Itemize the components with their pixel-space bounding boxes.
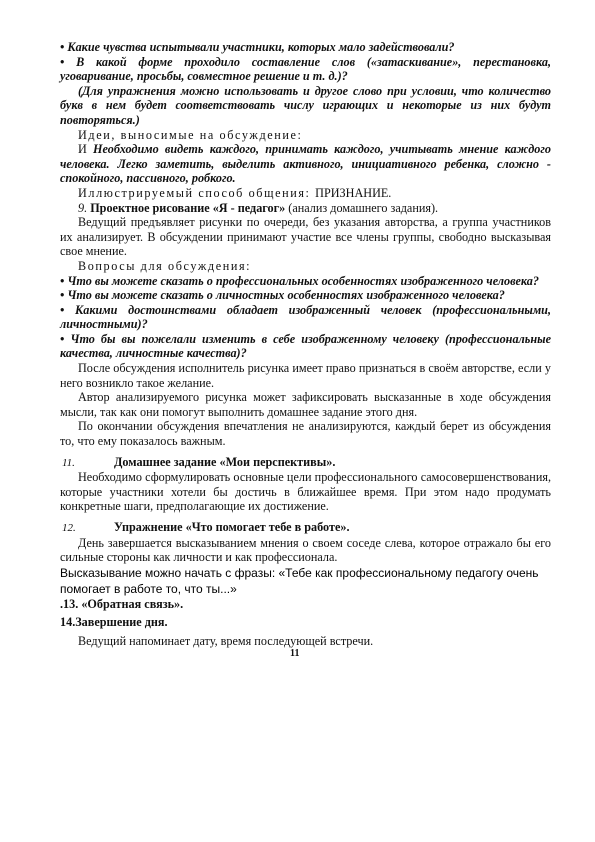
section-9-paragraph-1: Ведущий предъявляет рисунки по очереди, без указания авторства, а группа участников их анализирует. В обсуждении принимают участие все члены группы, свободно высказывая свое мнение. [60,215,551,259]
document-page [60,40,551,649]
method-label: Иллюстрируемый способ общения: [78,185,316,200]
ideas-text: Необходимо видеть каждого, принимать каждого, учитывать мнение каждого человека. Легко заметить, выделить активного, инициативного ребенка, сложно - спокойного, пассивного, робкого. [60,142,551,186]
section-13-title: .13. «Обратная связь». [60,596,184,611]
ideas-paragraph [60,142,551,186]
discussion-question-1: • Что вы можете сказать о профессиональных особенностях изображенного человека? [60,273,539,288]
section-14-paragraph: Ведущий напоминает дату, время последующей встречи. [78,633,374,648]
method-value: ПРИЗНАНИЕ. [315,185,392,200]
section-9-subtitle: (анализ домашнего задания). [285,200,439,215]
section-11-heading [60,455,551,471]
section-11-title: Домашнее задание «Мои перспективы». [114,454,336,469]
section-12-paragraph-2: Высказывание можно начать с фразы: «Тебе как профессиональному педагогу очень помогает в работе то, что ты...» [60,565,539,596]
section-9-title: Проектное рисование «Я - педагог» [87,200,286,215]
section-9-heading [60,201,551,216]
section-9-paragraph-2: После обсуждения исполнитель рисунка имеет право признаться в своём авторстве, если у него возникло такое желание. [60,361,551,390]
discussion-question-2: • Что вы можете сказать о личностных особенностях изображенного человека? [60,288,505,303]
section-9-paragraph-3: Автор анализируемого рисунка может зафиксировать высказанные в ходе обсуждения мысли, так как они помогут выполнить домашнее задание этого дня. [60,390,551,419]
section-12-title: Упражнение «Что помогает тебе в работе». [114,520,350,534]
discussion-question-4: • Что бы вы пожелали изменить в себе изображенному человеку (профессиональные качества, личностные качества)? [60,331,551,361]
section-11-paragraph: Необходимо сформулировать основные цели профессионального самосовершенствования, которые участники хотели бы достичь в ближайшее время. При этом надо продумать конкретные шаги, предполагающие их достижение. [60,470,551,514]
question-unused-participants: • Какие чувства испытывали участники, которых мало задействовали? [60,40,455,54]
section-11-number: 11. [62,456,75,469]
page-number: 11 [290,648,300,659]
exercise-note: (Для упражнения можно использовать и другое слово при условии, что количество букв в нем будет соответствовать числу играющих и некоторые из них будут повторяться.) [60,83,551,127]
section-12-number: 12. [62,522,76,534]
section-9-paragraph-4: По окончании обсуждения впечатления не анализируются, каждый берет из обсуждения то, что ему показалось важным. [60,419,551,449]
section-9-number: 9. [78,200,88,215]
discussion-questions-label: Вопросы для обсуждения: [78,258,252,273]
section-14-title: 14.Завершение дня. [60,615,168,630]
ideas-label: Идеи, выносимые на обсуждение: [78,127,303,142]
ideas-prefix: И [78,142,94,157]
discussion-question-3: • Какими достоинствами обладает изображенный человек (профессиональными, личностными)? [60,302,551,332]
question-word-form: • В какой форме проходило составление слов («затаскивание», перестановка, уговаривание, просьбы, совместное решение и т. д.)? [60,54,551,84]
section-12-paragraph-1: День завершается высказыванием мнения о своем соседе слева, которое отражало бы его сильные стороны как личности и как профессионала. [60,535,551,565]
section-12-heading [60,520,551,536]
method-line [60,186,551,201]
